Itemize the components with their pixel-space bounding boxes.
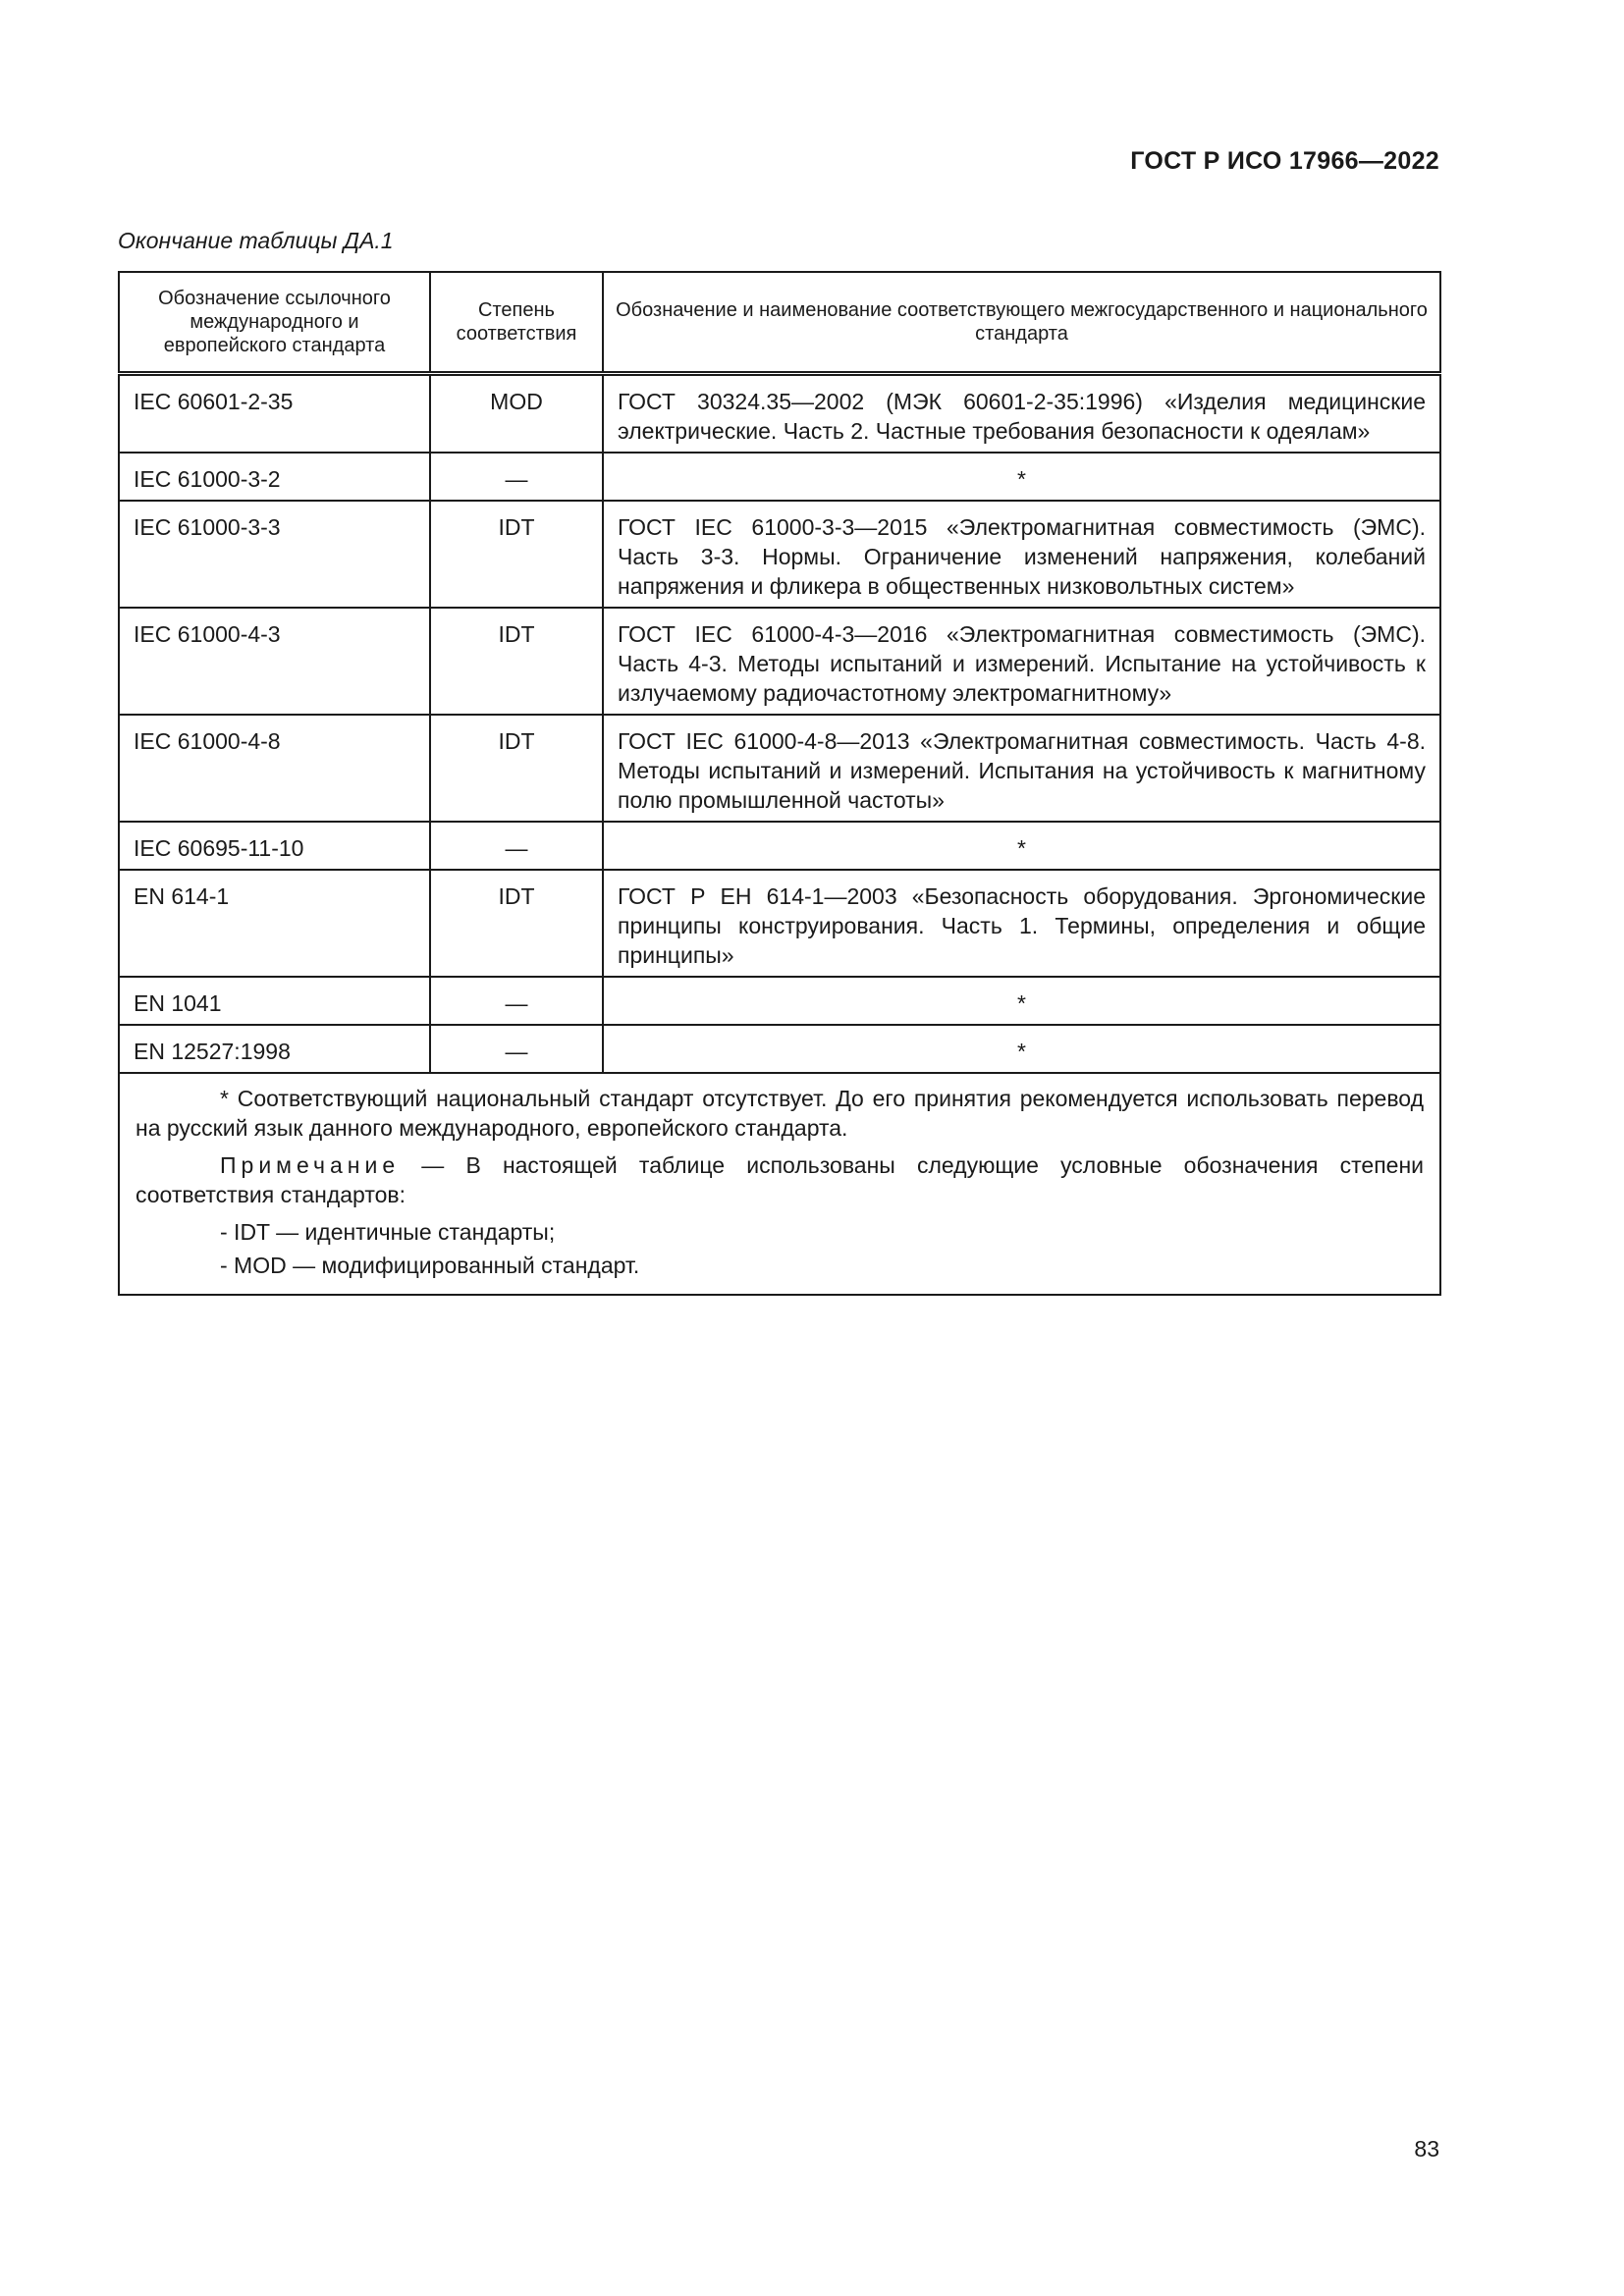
document-code: ГОСТ Р ИСО 17966—2022	[1130, 147, 1439, 175]
degree-cell: IDT	[430, 501, 603, 608]
degree-cell: —	[430, 453, 603, 501]
national-standard-cell: ГОСТ IEC 61000-3-3—2015 «Электромагнитная совместимость (ЭМС). Часть 3-3. Нормы. Ограничение изменений напряжения, колебаний напряжения и фликера в общественных низковольтных систем»	[603, 501, 1440, 608]
reference-cell: IEC 61000-4-8	[119, 715, 430, 822]
table-row	[119, 870, 1440, 977]
national-standard-cell: ГОСТ IEC 61000-4-8—2013 «Электромагнитная совместимость. Часть 4-8. Методы испытаний и измерений. Испытания на устойчивость к магнитному полю промышленной частоты»	[603, 715, 1440, 822]
degree-cell: MOD	[430, 374, 603, 454]
reference-cell: IEC 60695-11-10	[119, 822, 430, 870]
legend-item-idt: - IDT — идентичные стандарты;	[220, 1219, 556, 1245]
table-row	[119, 715, 1440, 822]
national-standard-cell: *	[603, 977, 1440, 1025]
degree-cell: IDT	[430, 870, 603, 977]
national-standard-cell: *	[603, 822, 1440, 870]
reference-cell: IEC 61000-3-2	[119, 453, 430, 501]
page-number: 83	[1414, 2136, 1439, 2162]
table-notes-row	[119, 1073, 1440, 1295]
degree-cell: IDT	[430, 608, 603, 715]
degree-cell: IDT	[430, 715, 603, 822]
legend-item-mod: - MOD — модифицированный стандарт.	[220, 1253, 640, 1278]
reference-cell: EN 12527:1998	[119, 1025, 430, 1073]
national-standard-cell: *	[603, 453, 1440, 501]
note-text: — В настоящей таблице использованы следующие условные обозначения степени соответствия стандартов:	[135, 1152, 1424, 1207]
reference-cell: IEC 60601-2-35	[119, 374, 430, 454]
reference-cell: IEC 61000-3-3	[119, 501, 430, 608]
degree-cell: —	[430, 977, 603, 1025]
national-standard-cell: ГОСТ IEC 61000-4-3—2016 «Электромагнитная совместимость (ЭМС). Часть 4-3. Методы испытаний и измерений. Испытание на устойчивость к излучаемому радиочастотному электромагнитному»	[603, 608, 1440, 715]
table-note	[135, 1150, 1424, 1209]
table-caption: Окончание таблицы ДА.1	[118, 228, 394, 253]
table-header-row	[119, 272, 1440, 374]
reference-cell: EN 1041	[119, 977, 430, 1025]
table-row	[119, 608, 1440, 715]
national-standard-cell: ГОСТ 30324.35—2002 (МЭК 60601-2-35:1996) «Изделия медицинские электрические. Часть 2. Частные требования безопасности к одеялам»	[603, 374, 1440, 454]
table-row	[119, 453, 1440, 501]
column-header-national-standard: Обозначение и наименование соответствующего межгосударственного и национального стандарта	[603, 272, 1440, 374]
note-label: Примечание	[220, 1152, 401, 1178]
table-row	[119, 1025, 1440, 1073]
standards-table	[118, 271, 1441, 1296]
table-row	[119, 822, 1440, 870]
reference-cell: EN 614-1	[119, 870, 430, 977]
table-notes	[119, 1073, 1440, 1295]
table-row	[119, 501, 1440, 608]
national-standard-cell: *	[603, 1025, 1440, 1073]
table-footnote: * Соответствующий национальный стандарт отсутствует. До его принятия рекомендуется использовать перевод на русский язык данного международного, европейского стандарта.	[135, 1086, 1424, 1141]
degree-cell: —	[430, 822, 603, 870]
table-row	[119, 977, 1440, 1025]
column-header-reference: Обозначение ссылочного международного и европейского стандарта	[119, 272, 430, 374]
table-row	[119, 374, 1440, 454]
national-standard-cell: ГОСТ Р ЕН 614-1—2003 «Безопасность оборудования. Эргономические принципы конструирования. Часть 1. Термины, определения и общие принципы»	[603, 870, 1440, 977]
degree-cell: —	[430, 1025, 603, 1073]
reference-cell: IEC 61000-4-3	[119, 608, 430, 715]
column-header-degree: Степень соответствия	[430, 272, 603, 374]
